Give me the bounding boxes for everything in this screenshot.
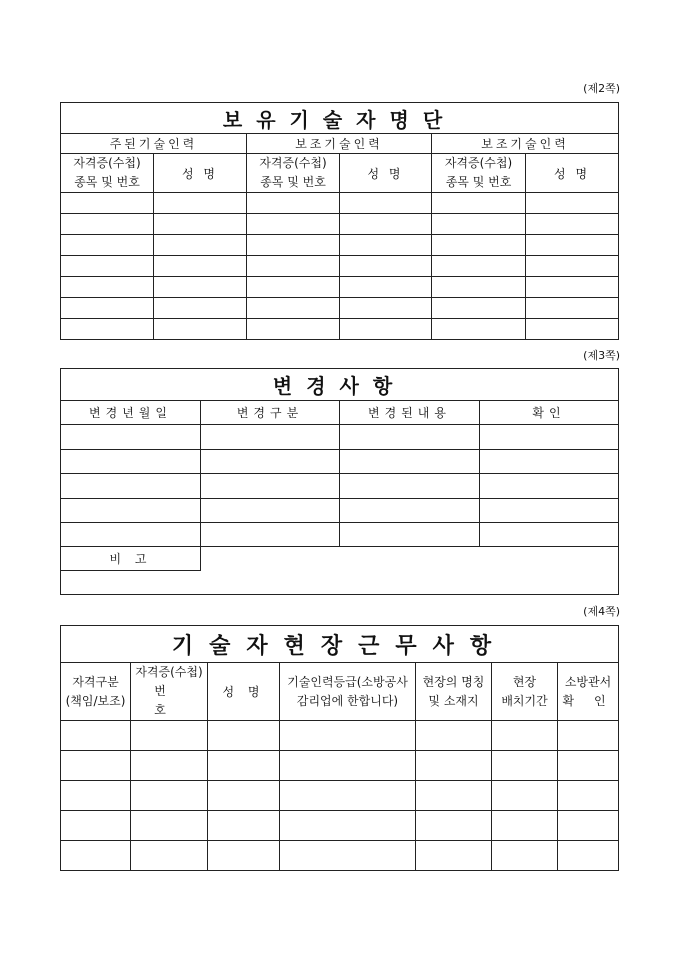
technician-roster-table bbox=[60, 102, 619, 340]
col-change-date: 변경년월일 bbox=[61, 401, 201, 425]
group-header-assistant-1: 보조기술인력 bbox=[247, 134, 432, 154]
changes-title: 변경사항 bbox=[61, 369, 619, 401]
table-row bbox=[61, 319, 619, 340]
col-change-content: 변경된내용 bbox=[340, 401, 480, 425]
col-name: 성 명 bbox=[208, 663, 280, 721]
remarks-value bbox=[201, 547, 619, 571]
col-name-header: 성 명 bbox=[154, 154, 247, 193]
table-row bbox=[61, 425, 619, 450]
col-grade: 기술인력등급(소방공사 감리업에 한합니다) bbox=[280, 663, 416, 721]
table-row bbox=[61, 193, 619, 214]
table-row bbox=[61, 523, 619, 547]
col-site-name: 현장의 명칭 및 소재지 bbox=[416, 663, 492, 721]
table-row bbox=[61, 499, 619, 523]
remarks-label: 비 고 bbox=[61, 547, 201, 571]
table-row bbox=[61, 841, 619, 871]
site-work-table bbox=[60, 625, 619, 871]
table-row bbox=[61, 751, 619, 781]
col-assignment-period: 현장 배치기간 bbox=[492, 663, 558, 721]
col-cert-header: 자격증(수첩) 종목 및 번호 bbox=[61, 154, 154, 193]
roster-title: 보유기술자명단 bbox=[61, 103, 619, 134]
page-label-4: (제4쪽) bbox=[583, 605, 620, 618]
table-row bbox=[61, 721, 619, 751]
table-row bbox=[61, 298, 619, 319]
col-cert-header: 자격증(수첩) 종목 및 번호 bbox=[247, 154, 340, 193]
page-label-2: (제2쪽) bbox=[583, 82, 620, 95]
group-header-assistant-2: 보조기술인력 bbox=[432, 134, 619, 154]
table-row bbox=[61, 256, 619, 277]
group-header-primary: 주된기술인력 bbox=[61, 134, 247, 154]
table-row bbox=[61, 474, 619, 499]
col-qualification-type: 자격구분 (책임/보조) bbox=[61, 663, 131, 721]
table-row bbox=[61, 235, 619, 256]
table-row bbox=[61, 781, 619, 811]
col-cert-number: 자격증(수첩) 번 호 bbox=[131, 663, 208, 721]
table-row bbox=[61, 811, 619, 841]
table-row bbox=[61, 214, 619, 235]
page-label-3: (제3쪽) bbox=[583, 349, 620, 362]
changes-table bbox=[60, 368, 619, 595]
col-change-type: 변경구분 bbox=[201, 401, 340, 425]
remarks-continuation bbox=[61, 571, 619, 595]
table-row bbox=[61, 277, 619, 298]
col-name-header: 성 명 bbox=[340, 154, 432, 193]
col-cert-header: 자격증(수첩) 종목 및 번호 bbox=[432, 154, 526, 193]
site-work-title: 기술자현장근무사항 bbox=[61, 626, 619, 663]
table-row bbox=[61, 450, 619, 474]
col-fire-station-confirm: 소방관서 확 인 bbox=[558, 663, 619, 721]
col-confirm: 확인 bbox=[480, 401, 619, 425]
col-name-header: 성 명 bbox=[526, 154, 619, 193]
